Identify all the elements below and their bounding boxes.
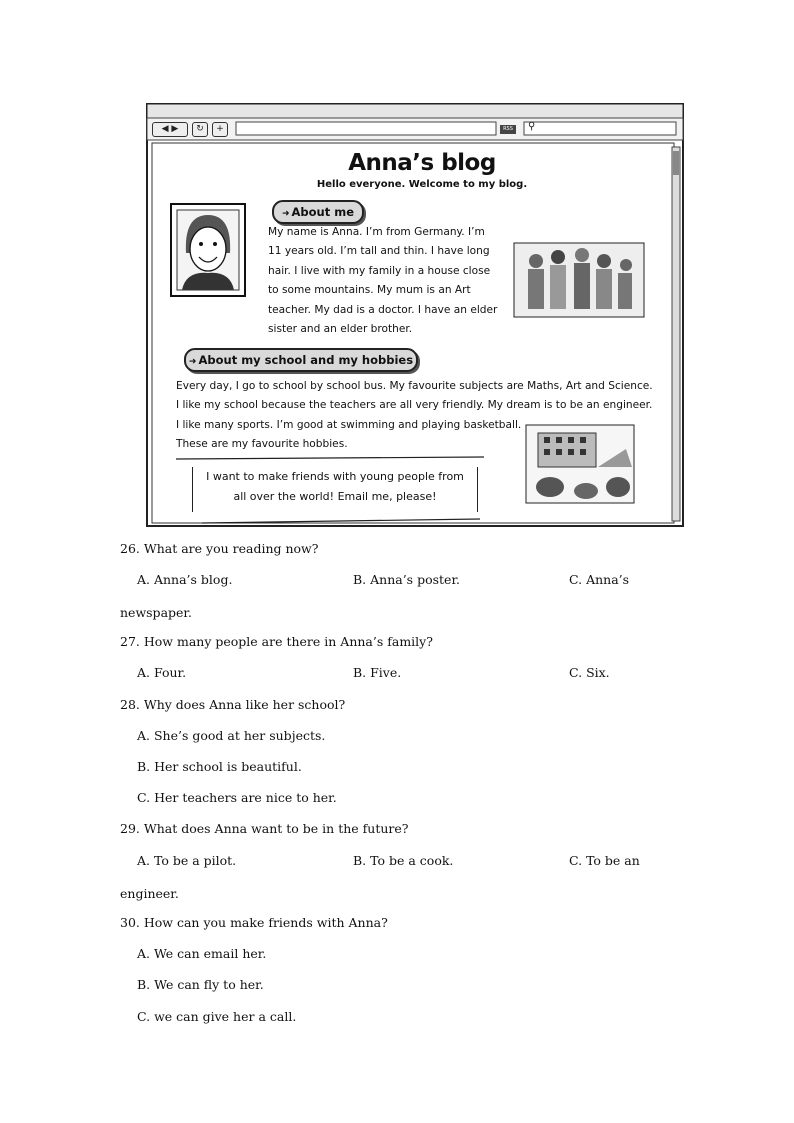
school-hobbies-heading [184,348,418,372]
blog-subtitle: Hello everyone. Welcome to my blog. [316,179,528,190]
question-27 [120,634,433,649]
question-30 [120,915,388,930]
blog-title: Anna’s blog [348,150,496,176]
question-text: How many people are there in Anna’s family? [143,634,433,649]
blog-screenshot [146,103,684,527]
about-me-text [268,223,500,339]
option-b[interactable]: B. Anna’s poster. [353,572,461,587]
option-c[interactable]: C. Her teachers are nice to her. [137,790,337,805]
option-b[interactable]: B. To be a cook. [353,853,454,868]
add-tab-icon[interactable]: + [212,122,228,137]
question-text: What does Anna want to be in the future? [143,821,409,836]
option-a[interactable]: A. She’s good at her subjects. [137,728,326,743]
about-me-label: About me [291,205,355,219]
option-c[interactable]: C. To be an [569,853,640,868]
question-text: How can you make friends with Anna? [143,915,388,930]
text-line: hair. I live with my family in a house close [268,264,491,277]
arrow-icon: ➜ [188,357,197,367]
option-a[interactable]: A. Anna’s blog. [137,572,233,587]
question-text: What are you reading now? [143,541,319,556]
option-c[interactable]: C. Six. [569,665,610,680]
back-forward-buttons[interactable]: ◀ ▶ [152,122,188,137]
question-text: Why does Anna like her school? [143,697,346,712]
text-line: 11 years old. I’m tall and thin. I have long [268,245,490,258]
question-number: 26. [120,541,140,556]
text-line: These are my favourite hobbies. [176,438,348,451]
option-a[interactable]: A. To be a pilot. [137,853,237,868]
family-photo-image [514,243,644,317]
option-c[interactable]: C. Anna’s [569,572,630,587]
anna-portrait-image [171,204,245,296]
text-line: sister and an elder brother. [268,323,413,336]
rss-badge[interactable]: RSS [500,125,516,134]
option-c-continued: newspaper. [120,605,192,620]
question-number: 28. [120,697,140,712]
search-icon[interactable]: ⚲ [528,121,536,132]
text-line: teacher. My dad is a doctor. I have an elder [268,303,498,316]
text-line: I like my school because the teachers are all very friendly. My dream is to be an engineer. [176,399,653,412]
arrow-icon: ➜ [281,209,290,219]
option-c[interactable]: C. we can give her a call. [137,1009,297,1024]
option-a[interactable]: A. Four. [137,665,187,680]
message-line: I want to make friends with young people from [206,470,464,483]
option-a[interactable]: A. We can email her. [137,946,267,961]
school-hobbies-text [176,377,658,455]
question-26 [120,541,318,556]
option-b[interactable]: B. We can fly to her. [137,977,264,992]
question-number: 27. [120,634,140,649]
question-number: 29. [120,821,140,836]
about-me-heading [272,200,364,224]
text-line: to some mountains. My mum is an Art [268,284,471,297]
option-c-continued: engineer. [120,886,179,901]
text-line: I like many sports. I’m good at swimming and playing basketball. [176,418,522,431]
text-line: My name is Anna. I’m from Germany. I’m [268,226,485,238]
email-message-box [192,467,478,512]
school-hobbies-label: About my school and my hobbies [198,353,414,367]
option-b[interactable]: B. Five. [353,665,402,680]
message-line: all over the world! Email me, please! [233,490,437,503]
text-line: Every day, I go to school by school bus. My favourite subjects are Maths, Art and Science. [176,380,653,392]
refresh-icon[interactable]: ↻ [192,122,208,137]
question-28 [120,697,345,712]
option-b[interactable]: B. Her school is beautiful. [137,759,302,774]
question-number: 30. [120,915,140,930]
question-29 [120,821,408,836]
